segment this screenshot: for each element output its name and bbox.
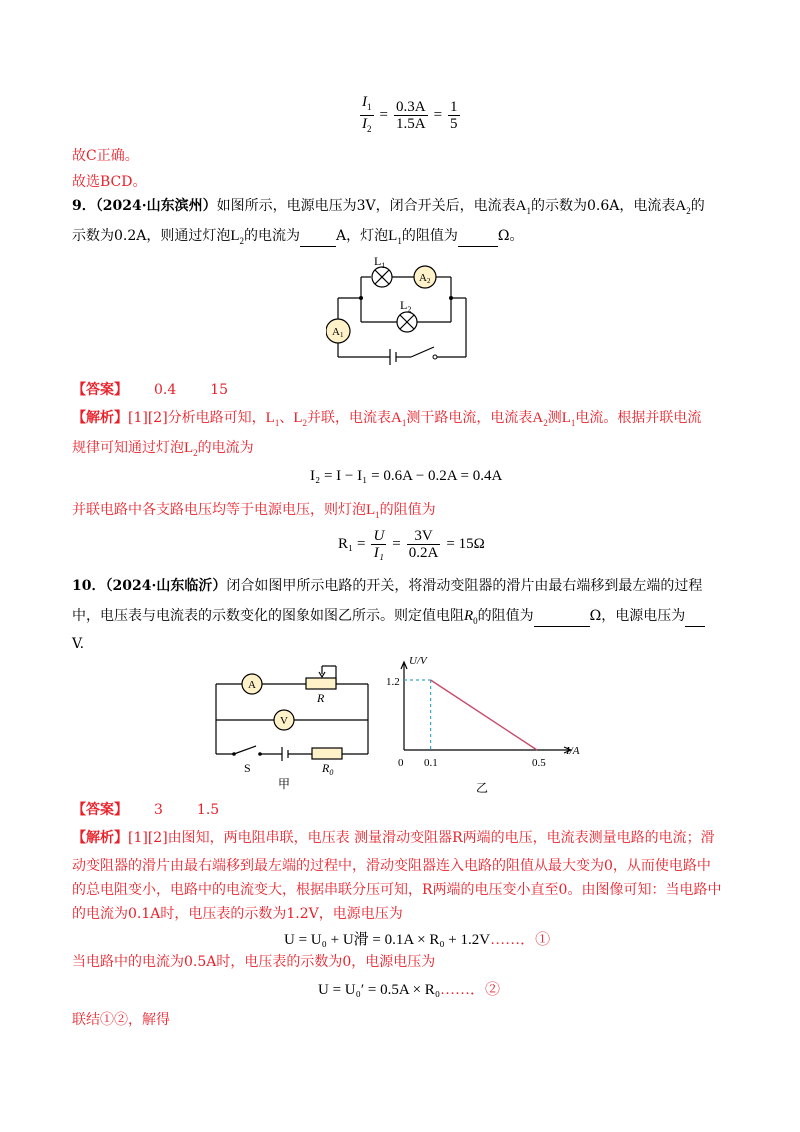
lamp1-label: $L_1$ xyxy=(374,254,386,270)
q10-analysis-line2: 动变阻器的滑片由最右端移到最左端的过程中，滑动变阻器连入电路的阻值从最大变为0，从而使电路中 xyxy=(72,858,711,874)
q10-equation-2: U = U₀′ = 0.5A × R₀……．② xyxy=(318,982,501,998)
q10-line2: 中，电压表与电流表的示数变化的图象如图乙所示。则定值电阻$R_0$的阻值为 Ω，电源电压为 xyxy=(72,606,705,631)
q10-blank-2[interactable] xyxy=(685,606,705,627)
graph-x-tick-2: 0.5 xyxy=(532,757,546,769)
q10-analysis-line1: 【解析】[1][2]由图知，两电阻串联，电压表 测量滑动变阻器R两端的电压，电流表测量电路的电流；滑 xyxy=(72,830,715,846)
q10-analysis-line3: 的总电阻变小，电路中的电流变大，根据串联分压可知，R两端的电压变小直至0。由图像可知：当电路中 xyxy=(72,882,722,898)
graph-x-tick-1: 0.1 xyxy=(424,757,438,769)
circuit-caption: 甲 xyxy=(278,777,291,791)
graph-caption: 乙 xyxy=(476,781,489,795)
switch-label: S xyxy=(244,761,251,775)
q9-analysis-line2: 规律可知通过灯泡$L_2$的电流为 xyxy=(72,440,254,458)
fixed-resistor-icon xyxy=(312,748,342,759)
graph-y-label: U/V xyxy=(409,655,427,667)
q9-analysis-line1: 【解析】[1][2]分析电路可知，$L_1$、$L_2$并联，电流表$A_1$测干路电流，电流表$A_2$测$L_1$电流。根据并联电流 xyxy=(72,410,702,428)
prev-conclusion-1: 故C正确。 xyxy=(72,148,139,164)
q9-blank-2[interactable] xyxy=(458,226,498,247)
q9-line2: 示数为0.2A，则通过灯泡$L_2$的电流为 A，灯泡$L_1$的阻值为 Ω。 xyxy=(72,228,524,246)
q10-blank-1[interactable] xyxy=(534,606,590,627)
graph-x-label: I/A xyxy=(566,745,580,757)
ratio-lhs: $\frac{I_1}{I_2}$ xyxy=(362,94,372,134)
voltmeter-label: V xyxy=(280,715,288,727)
ratio-rhs: $\frac{1}{5}$ xyxy=(450,99,458,132)
prev-conclusion-2: 故选BCD。 xyxy=(72,174,147,190)
q10-analysis-line6: 联结①②，解得 xyxy=(72,1012,170,1028)
ammeter1-label: A1 xyxy=(332,326,344,339)
rheostat-icon xyxy=(306,678,336,689)
graph-y-tick: 1.2 xyxy=(386,676,400,688)
q10-analysis-line5: 当电路中的电流为0.5A时，电压表的示数为0，电源电压为 xyxy=(72,954,436,970)
q9-equation-resistance: R₁ = $\frac{U}{\text{I₁}}$ = $\frac{3V}{0.2A}$ = 15Ω xyxy=(338,528,485,561)
q10-line1: 10．（2024·山东临沂）闭合如图甲所示电路的开关，将滑动变阻器的滑片由最右端移到最左端的过程 xyxy=(72,578,703,594)
q10-circuit-diagram xyxy=(206,664,381,794)
q9-equation-current: I₂ = I − I₁ = 0.6A − 0.2A = 0.4A xyxy=(310,468,503,484)
fixed-resistor-label: $R_0$ xyxy=(322,761,334,777)
q9-circuit-diagram xyxy=(326,250,476,365)
ratio-mid: $\frac{0.3A}{1.5A}$ xyxy=(395,99,426,132)
q9-line1: 9．（2024·山东滨州）如图所示，电源电压为3V，闭合开关后，电流表$A_1$的示数为0.6A，电流表$A_2$的 xyxy=(72,198,705,216)
graph-origin-label: 0 xyxy=(398,757,404,769)
graph-line xyxy=(431,680,537,750)
ammeter-label: A xyxy=(248,679,256,691)
ammeter2-label: A2 xyxy=(419,272,431,285)
q10-graph xyxy=(380,652,590,797)
top-equation: $\frac{I_1}{I_2}$ = $\frac{0.3A}{1.5A}$ = $\frac{1}{5}$ xyxy=(360,94,460,137)
q10-line3: V. xyxy=(72,636,85,652)
q10-answer: 【答案】 3 1.5 xyxy=(72,802,220,818)
rheostat-label: R xyxy=(317,691,325,705)
q10-analysis-line4: 的电流为0.1A时，电压表的示数为1.2V，电源电压为 xyxy=(72,906,403,922)
lamp2-label: $L_2$ xyxy=(400,298,412,314)
q10-equation-1: U = U₀ + U滑 = 0.1A × R₀ + 1.2V……．① xyxy=(284,932,551,948)
q9-answer: 【答案】 0.4 15 xyxy=(72,382,229,398)
q9-analysis-line3: 并联电路中各支路电压均等于电源电压，则灯泡$L_1$的阻值为 xyxy=(72,502,436,520)
q9-blank-1[interactable] xyxy=(300,226,336,247)
graph-dashed-guides xyxy=(404,680,431,750)
